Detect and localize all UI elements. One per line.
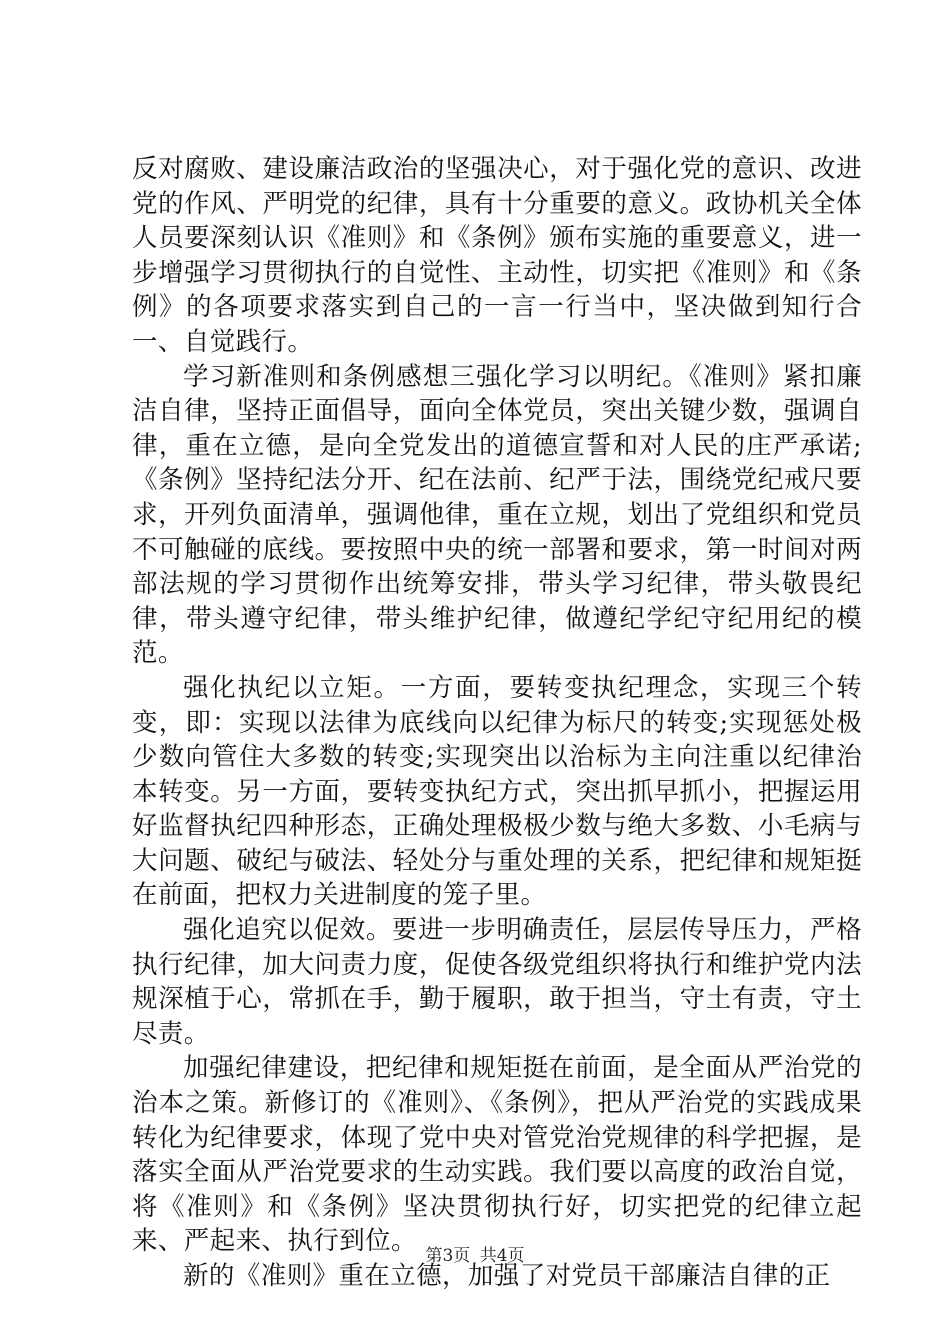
page-total: 共4页 [479, 1246, 525, 1266]
paragraph-3: 强化执纪以立矩。一方面，要转变执纪理念，实现三个转变，即：实现以法律为底线向以纪律为标尺的转变;实现惩处极少数向管住大多数的转变;实现突出以治标为主向注重以纪律治本转变。另一方面，要转变执纪方式，突出抓早抓小，把握运用好监督执纪四种形态，正确处理极极少数与绝大多数、小毛病与大问题、破纪与破法、轻处分与重处理的关系，把纪律和规矩挺在前面，把权力关进制度的笼子里。 [132, 672, 862, 911]
paragraph-4: 强化追究以促效。要进一步明确责任，层层传导压力，严格执行纪律，加大问责力度，促使各级党组织将执行和维护党内法规深植于心，常抓在手，勤于履职，敢于担当，守土有责，守土尽责。 [132, 915, 862, 1049]
paragraph-2: 学习新准则和条例感想三强化学习以明纪。《准则》紧扣廉洁自律，坚持正面倡导，面向全体党员，突出关键少数，强调自律，重在立德，是向全党发出的道德宣誓和对人民的庄严承诺;《条例》坚持纪法分开、纪在法前、纪严于法，围绕党纪戒尺要求，开列负面清单，强调他律，重在立规，划出了党组织和党员不可触碰的底线。要按照中央的统一部署和要求，第一时间对两部法规的学习贯彻作出统筹安排，带头学习纪律，带头敬畏纪律，带头遵守纪律，带头维护纪律，做遵纪学纪守纪用纪的模范。 [132, 361, 862, 669]
page-footer [0, 1245, 950, 1267]
paragraph-6: 新的《准则》重在立德，加强了对党员干部廉洁自律的正 [183, 1261, 831, 1291]
paragraph-1: 反对腐败、建设廉洁政治的坚强决心，对于强化党的意识、改进党的作风、严明党的纪律，具有十分重要的意义。政协机关全体人员要深刻认识《准则》和《条例》颁布实施的重要意义，进一步增强学习贯彻执行的自觉性、主动性，切实把《准则》和《条例》的各项要求落实到自己的一言一行当中，坚决做到知行合一、自觉践行。 [132, 154, 862, 357]
document-body [132, 152, 862, 1294]
page-number: 第3页 [425, 1246, 471, 1266]
paragraph-5: 加强纪律建设，把纪律和规矩挺在前面，是全面从严治党的治本之策。新修订的《准则》、《条例》，把从严治党的实践成果转化为纪律要求，体现了党中央对管党治党规律的科学把握，是落实全面从严治党要求的生动实践。我们要以高度的政治自觉，将《准则》和《条例》坚决贯彻执行好，切实把党的纪律立起来、严起来、执行到位。 [132, 1053, 862, 1257]
